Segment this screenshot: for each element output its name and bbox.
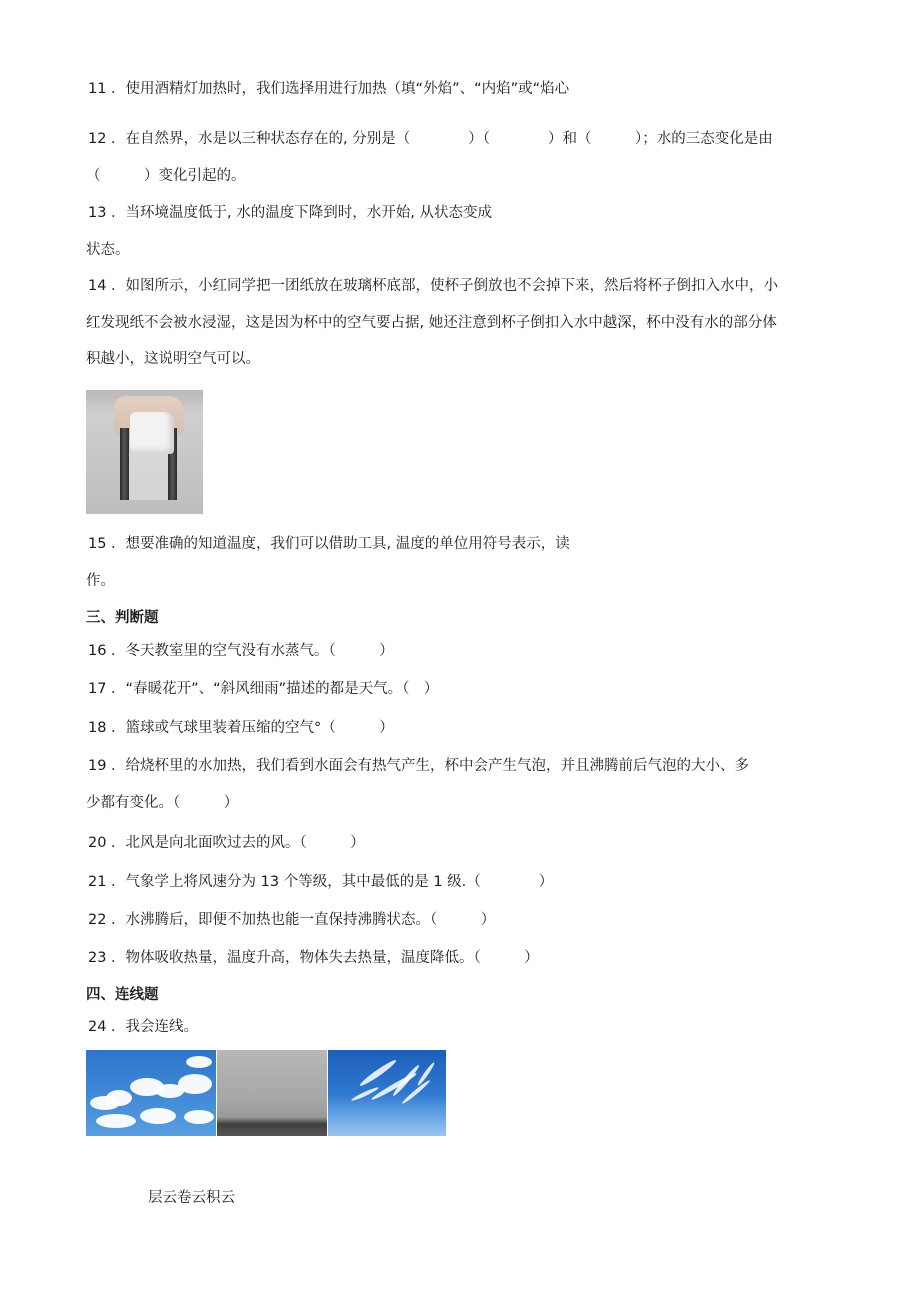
question-12-line-1: 12 ．在自然界，水是以三种状态存在的, 分别是（ ）（ ）和（ ）；水的三态变化是由 [88,131,773,147]
question-11: 11 ．使用酒精灯加热时，我们选择用进行加热（填“外焰”、“内焰”或“焰心 [88,81,570,97]
inverted-cup-photo [86,390,203,514]
question-19-line-1: 19 ．给烧杯里的水加热，我们看到水面会有热气产生，杯中会产生气泡，并且沸腾前后气泡的大小、多 [88,758,750,774]
question-13-line-1: 13 ．当环境温度低于, 水的温度下降到时，水开始, 从状态变成 [88,205,492,221]
question-17: 17 ．“春暖花开”、“斜风细雨”描述的都是天气。（ ） [88,681,439,697]
question-14-line-3: 积越小，这说明空气可以。 [86,351,260,367]
question-23: 23 ．物体吸收热量，温度升高，物体失去热量，温度降低。（ ） [88,950,539,966]
question-15-line-2: 作。 [86,573,115,589]
question-14-line-1: 14 ．如图所示，小红同学把一团纸放在玻璃杯底部，使杯子倒放也不会掉下来，然后将杯子倒扣入水中，小 [88,278,779,294]
question-15-line-1: 15 ．想要准确的知道温度，我们可以借助工具, 温度的单位用符号表示，读 [88,536,570,552]
question-12-line-2: （ ）变化引起的。 [86,168,246,184]
stratus-cloud-photo [217,1050,327,1136]
cloud-type-labels: 层云卷云积云 [148,1190,235,1206]
section-match-title: 四、连线题 [86,987,159,1003]
question-21: 21 ．气象学上将风速分为 13 个等级，其中最低的是 1 级.（ ） [88,874,554,890]
question-14-line-2: 红发现纸不会被水浸湿，这是因为杯中的空气要占据, 她还注意到杯子倒扣入水中越深，杯中没有水的部分体 [86,315,777,331]
cumulus-cloud-photo [86,1050,216,1136]
question-20: 20 ．北风是向北面吹过去的风。（ ） [88,835,365,851]
question-24: 24 ．我会连线。 [88,1019,199,1035]
question-18: 18 ．篮球或气球里装着压缩的空气°（ ） [88,720,394,736]
question-16: 16 ．冬天教室里的空气没有水蒸气。（ ） [88,643,394,659]
question-13-line-2: 状态。 [86,242,130,258]
question-19-line-2: 少都有变化。（ ） [86,795,239,811]
section-judge-title: 三、判断题 [86,610,159,626]
cup-wall-left [120,428,129,500]
paper-ball-shape [130,412,174,454]
cirrus-cloud-photo [328,1050,446,1136]
question-22: 22 ．水沸腾后，即便不加热也能一直保持沸腾状态。（ ） [88,912,496,928]
